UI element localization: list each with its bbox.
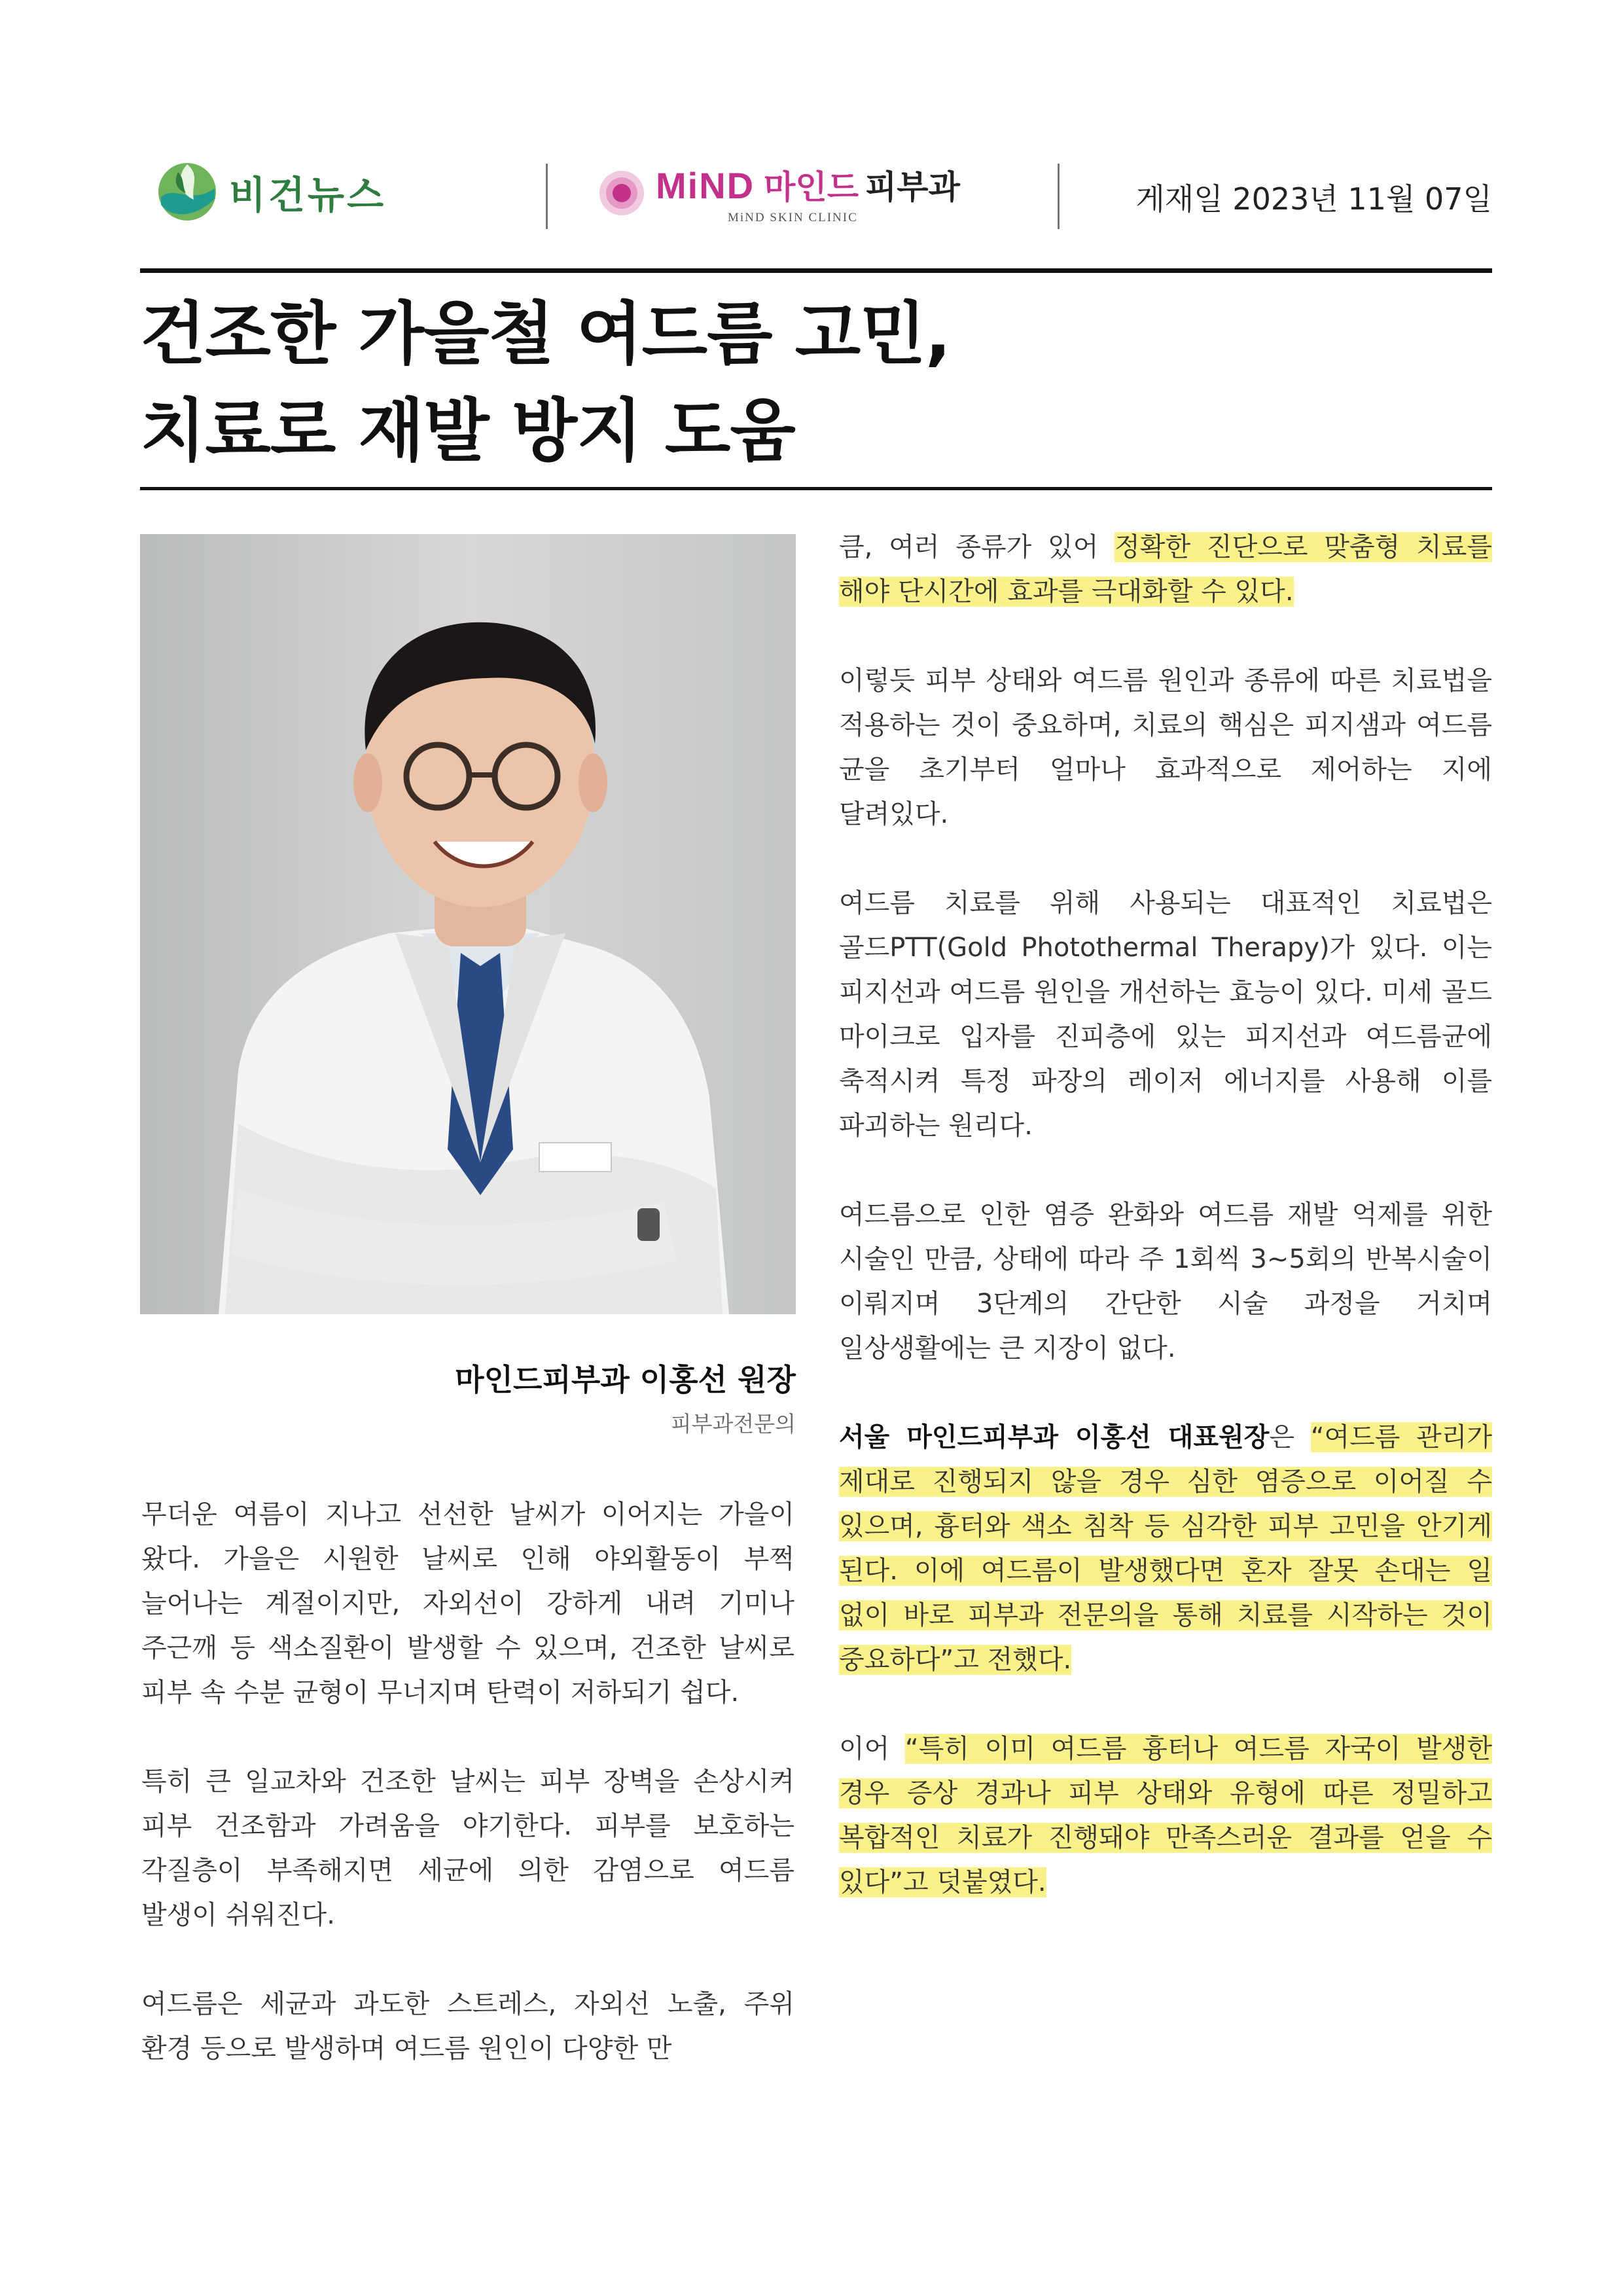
article-body-right [839,525,1492,1949]
bold-text: 서울 마인드피부과 이홍선 대표원장 [839,1422,1270,1452]
flower-icon [598,170,645,217]
title-line: 치료로 재발 방지 도움 [140,391,795,471]
top-rule [140,268,1492,273]
mind-logo-en: MiND [656,165,755,206]
highlighted-quote: “특히 이미 여드름 흉터나 여드름 자국이 발생한 경우 증상 경과나 피부 상태와 유형에 따른 정밀하고 복합적인 치료가 진행돼야 만족스러운 결과를 얻을 수 있다”고 덧붙였다. [839,1734,1493,1897]
mind-logo-suffix: 피부과 [865,168,960,206]
masthead [140,149,1492,241]
photo-caption-title: 피부과전문의 [670,1411,796,1437]
photo-caption-name: 마인드피부과 이홍선 원장 [455,1362,796,1397]
paragraph: 여드름은 세균과 과도한 스트레스, 자외선 노출, 주위 환경 등으로 발생하며 여드름 원인이 다양한 만 [141,1989,794,2064]
text-run: 이어 [839,1734,905,1764]
paragraph: 무더운 여름이 지나고 선선한 날씨가 이어지는 가을이 왔다. 가을은 시원한 날씨로 인해 야외활동이 부쩍 늘어나는 계절이지만, 자외선이 강하게 내려 기미나 주근깨 등 색소질환이 발생할 수 있으며, 건조한 날씨로 피부 속 수분 균형이 무너지며 탄력이 저하되기 쉽다. [141,1499,794,1708]
title-line: 건조한 가을철 여드름 고민, [140,294,951,374]
highlighted-text: 정확한 진단으로 맞춤형 치료를 해야 단시간에 효과를 극대화할 수 있다. [839,532,1492,607]
paragraph [839,1415,1492,1682]
doctor-photo [140,534,796,1314]
paragraph: 특히 큰 일교차와 건조한 날씨는 피부 장벽을 손상시켜 피부 건조함과 가려움을 야기한다. 피부를 보호하는 각질층이 부족해지면 세균에 의한 감염으로 여드름 발생이 쉬워진다. [141,1767,794,1930]
title-rule [140,487,1492,490]
publication-date: 게재일 2023년 11월 07일 [1135,181,1492,217]
article-body-left [141,1492,794,2115]
header-divider [546,164,548,229]
paragraph [839,1727,1492,1905]
vegan-news-logo[interactable] [154,156,386,228]
leaf-globe-icon [154,159,220,224]
article-title [140,285,1492,479]
mind-clinic-logo[interactable] [598,161,960,225]
text-run: 은 [1269,1422,1311,1452]
text-run: 큼, 여러 종류가 있어 [839,532,1115,562]
paragraph: 여드름으로 인한 염증 완화와 여드름 재발 억제를 위한 시술인 만큼, 상태에 따라 주 1회씩 3~5회의 반복시술이 이뤄지며 3단계의 간단한 시술 과정을 거치며 일상생활에는 큰 지장이 없다. [839,1200,1492,1363]
doctor-portrait-illustration [140,534,796,1314]
highlighted-quote: “여드름 관리가 제대로 진행되지 않을 경우 심한 염증으로 이어질 수 있으며, 흉터와 색소 침착 등 심각한 피부 고민을 안기게 된다. 이에 여드름이 발생했다면 혼자 잘못 손대는 일 없이 바로 피부과 전문의을 통해 치료를 시작하는 것이 중요하다”고 전했다. [839,1422,1492,1675]
paragraph [839,525,1492,614]
header-divider [1058,164,1060,229]
mind-logo-sub: MiND SKIN CLINIC [728,211,858,224]
paragraph: 여드름 치료를 위해 사용되는 대표적인 치료법은 골드PTT(Gold Photothermal Therapy)가 있다. 이는 피지선과 여드름 원인을 개선하는 효능이 있다. 미세 골드 마이크로 입자를 진피층에 있는 피지선과 여드름균에 축적시켜 특정 파장의 레이저 에너지를 사용해 이를 파괴하는 원리다. [839,888,1492,1141]
vegan-news-name: 비건뉴스 [229,173,387,217]
paragraph: 이렇듯 피부 상태와 여드름 원인과 종류에 따른 치료법을 적용하는 것이 중요하며, 치료의 핵심은 피지샘과 여드름 균을 초기부터 얼마나 효과적으로 제어하는 지에 달려있다. [839,666,1492,829]
mind-logo-ko: 마인드 [764,168,859,206]
